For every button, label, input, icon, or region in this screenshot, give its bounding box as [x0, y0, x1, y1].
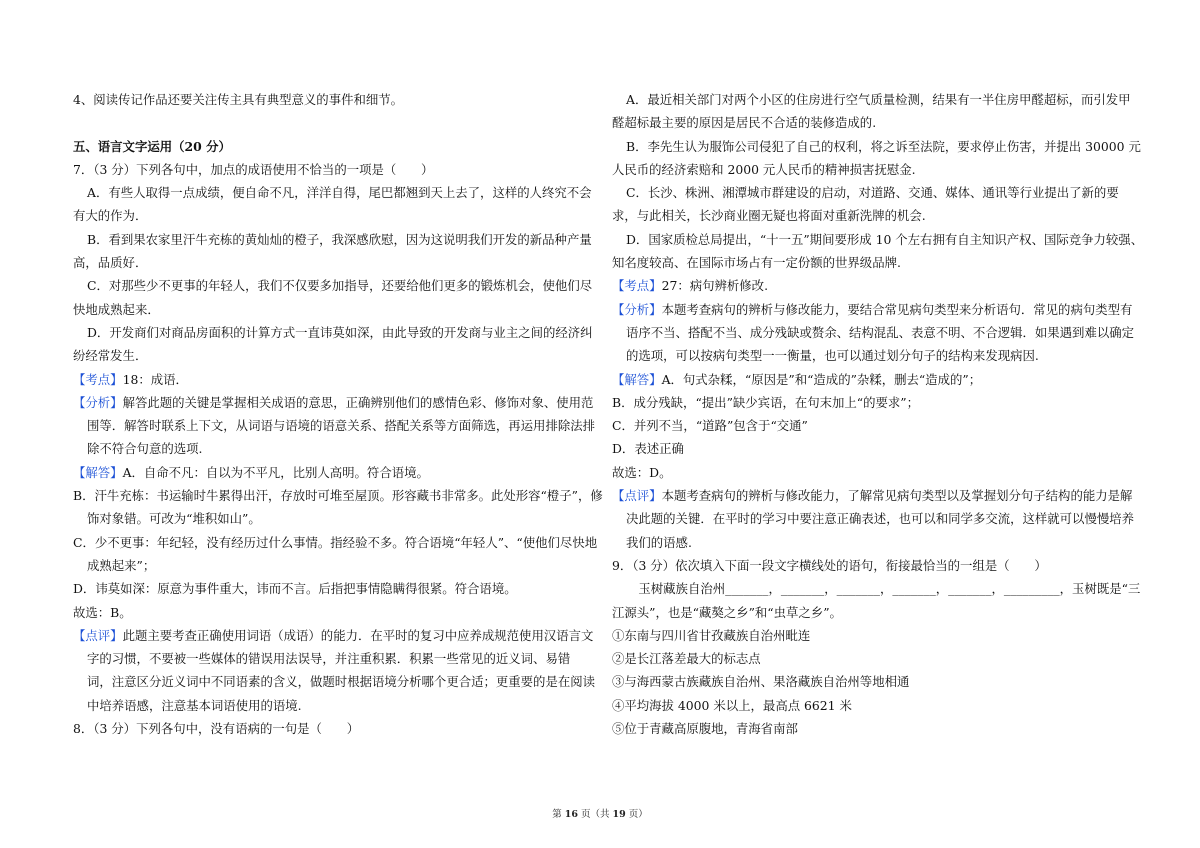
line-text: A．自命不凡：自以为不平凡，比别人高明。符合语境。 — [122, 464, 429, 480]
right-text-line — [612, 111, 1132, 134]
left-text-line — [73, 111, 573, 134]
footer-suffix: 页） — [625, 809, 648, 820]
line-text: A．有些人取得一点成绩，便自命不凡，洋洋自得，尾巴都翘到天上去了，这样的人终究不会 — [87, 185, 592, 201]
left-text-line — [73, 624, 594, 647]
line-text: 五、语言文字运用（20 分） — [73, 138, 231, 154]
left-text-line — [73, 158, 573, 181]
right-text-line — [612, 344, 1132, 367]
right-text-line — [612, 321, 1135, 344]
right-column — [612, 88, 1144, 740]
section-tag-label: 【考点】 — [612, 278, 662, 294]
line-text: 饰对象错。可改为“堆积如山”。 — [87, 511, 261, 527]
line-text: C．对那些少不更事的年轻人，我们不仅要多加指导，还要给他们更多的锻炼机会，使他们尽 — [87, 278, 593, 294]
right-text-line — [612, 135, 1141, 158]
line-text: D．国家质检总局提出，“十一五”期间要形成 10 个左右拥有自主知识产权、国际竞争力较强、 — [626, 231, 1144, 247]
line-text: 玉树藏族自治州_______，_______，_______，_______，_______，_________，玉树既是“三 — [626, 581, 1141, 597]
right-text-line — [612, 647, 1132, 670]
line-text: D．开发商们对商品房面积的计算方式一直讳莫如深，由此导致的开发商与业主之间的经济纠 — [87, 324, 593, 340]
section-tag-label: 【解答】 — [612, 371, 662, 387]
right-text-line — [612, 298, 1132, 321]
line-text: B．看到果农家里汗牛充栋的黄灿灿的橙子，我深感欣慰，因为这说明我们开发的新品种产量 — [87, 231, 592, 247]
left-text-line — [73, 717, 573, 740]
line-text: 故选：B。 — [73, 604, 132, 620]
right-text-line — [612, 694, 1132, 717]
line-text: 中培养语感，注意基本词语使用的语境. — [87, 697, 302, 713]
line-text: 成熟起来”； — [87, 557, 156, 573]
line-text: ①东南与四川省甘孜藏族自治州毗连 — [612, 627, 811, 643]
right-text-line — [612, 414, 1132, 437]
left-text-line — [73, 251, 573, 274]
left-text-line — [73, 694, 573, 717]
left-text-line — [73, 484, 603, 507]
line-text: A．句式杂糅，“原因是”和“造成的”杂糅，删去“造成的”； — [661, 371, 982, 387]
line-text: 纷经常发生． — [73, 348, 148, 364]
line-text: B．李先生认为服饰公司侵犯了自己的权利，将之诉至法院，要求停止伤害，并提出 30000 元 — [626, 138, 1141, 154]
footer-total-pages: 19 — [612, 809, 626, 820]
right-text-line — [612, 88, 1132, 111]
line-text: 决此题的关键．在平时的学习中要注意正确表述，也可以和同学多交流，这样就可以慢慢培养 — [626, 511, 1135, 527]
left-text-line — [73, 437, 573, 460]
line-text: 语序不当、搭配不当、成分残缺或赘余、结构混乱、表意不明、不合逻辑．如果遇到难以确定 — [626, 324, 1135, 340]
section-tag-label: 【点评】 — [73, 627, 123, 643]
line-text: 醛超标最主要的原因是居民不合适的装修造成的. — [612, 115, 877, 131]
line-text: 有大的作为． — [73, 208, 148, 224]
left-text-line — [73, 577, 573, 600]
left-text-line — [73, 274, 593, 297]
line-text: ③与海西蒙古族藏族自治州、果洛藏族自治州等地相通 — [612, 674, 910, 690]
line-text: 本题考查病句的辨析与修改能力，了解常见病句类型以及掌握划分句子结构的能力是解 — [661, 488, 1133, 504]
line-text: ⑤位于青藏高原腹地，青海省南部 — [612, 721, 798, 737]
left-text-line — [73, 554, 573, 577]
right-text-line — [612, 554, 1132, 577]
right-text-line — [612, 624, 1132, 647]
left-text-line — [73, 321, 593, 344]
line-text: 4、阅读传记作品还要关注传主具有典型意义的事件和细节。 — [73, 92, 404, 107]
footer-prefix: 第 — [552, 809, 565, 820]
right-text-line — [612, 391, 1132, 414]
line-text: 快地成熟起来． — [73, 301, 160, 317]
right-text-line — [612, 274, 1132, 297]
line-text: 我们的语感. — [626, 534, 692, 550]
right-text-line — [612, 531, 1132, 554]
left-text-line — [73, 344, 573, 367]
right-text-line — [612, 158, 1132, 181]
line-text: 9．（3 分）依次填入下面一段文字横线处的语句，衔接最恰当的一组是（ ） — [612, 557, 1047, 573]
footer-middle: 页（共 — [577, 809, 613, 820]
left-column — [73, 88, 603, 740]
line-text: C．少不更事：年纪轻，没有经历过什么事情。指经验不多。符合语境“年轻人”、“使他们尽快地 — [73, 534, 598, 550]
section-tag-label: 【分析】 — [73, 394, 123, 410]
line-text: 故选：D。 — [612, 464, 672, 480]
line-text: 解答此题的关键是掌握相关成语的意思，正确辨别他们的感情色彩、修饰对象、使用范 — [122, 394, 594, 410]
line-text: 8．（3 分）下列各句中，没有语病的一句是（ ） — [73, 721, 360, 737]
left-text-line — [73, 647, 573, 670]
right-text-line — [612, 577, 1141, 600]
left-text-line — [73, 507, 573, 530]
left-text-line — [73, 88, 573, 111]
line-text: D．表述正确 — [612, 441, 684, 457]
line-text: 除不符合句意的选项. — [87, 441, 203, 457]
footer-page-number: 16 — [564, 809, 578, 820]
left-text-line — [73, 204, 573, 227]
left-text-line — [73, 670, 596, 693]
line-text: 词，注意区分近义词中不同语素的含义，做题时根据语境分析哪个更合适；更重要的是在阅读 — [87, 674, 596, 690]
right-text-line — [612, 461, 1132, 484]
right-text-line — [612, 670, 1132, 693]
left-text-line — [73, 414, 596, 437]
left-text-line — [73, 531, 598, 554]
section-tag-label: 【分析】 — [612, 301, 662, 317]
line-text: 江源头”，也是“藏獒之乡”和“虫草之乡”。 — [612, 604, 842, 620]
right-text-line — [612, 181, 1132, 204]
line-text: 7．（3 分）下列各句中，加点的成语使用不恰当的一项是（ ） — [73, 161, 434, 177]
line-text: D．讳莫如深：原意为事件重大，讳而不言。后指把事情隐瞒得很紧。符合语境。 — [73, 581, 517, 597]
line-text: 字的习惯，不要被一些媒体的错误用法误导，并注重积累．积累一些常见的近义词、易错 — [87, 651, 571, 667]
line-text: 27：病句辨析修改. — [661, 278, 769, 294]
left-text-line — [73, 391, 594, 414]
line-text: 知名度较高、在国际市场占有一定份额的世界级品牌. — [612, 255, 901, 271]
right-text-line — [612, 437, 1132, 460]
right-text-line — [612, 368, 1132, 391]
section-tag-label: 【考点】 — [73, 371, 123, 387]
line-text: 此题主要考查正确使用词语（成语）的能力．在平时的复习中应养成规范使用汉语言文 — [122, 627, 594, 643]
line-text: B．汗牛充栋：书运输时牛累得出汗，存放时可堆至屋顶。形容藏书非常多。此处形容“橙子”，修 — [73, 488, 603, 504]
right-text-line — [612, 601, 1132, 624]
right-text-line — [612, 507, 1135, 530]
line-text: 的选项，可以按病句类型一一衡量，也可以通过划分句子的结构来发现病因. — [626, 348, 1039, 364]
right-text-line — [612, 717, 1132, 740]
left-text-line — [73, 601, 573, 624]
left-text-line — [73, 368, 573, 391]
page-footer — [0, 806, 1200, 820]
line-text: 高，品质好． — [73, 255, 148, 271]
right-text-line — [612, 204, 1132, 227]
line-text: C．并列不当，“道路”包含于“交通” — [612, 418, 808, 434]
line-text: 本题考查病句的辨析与修改能力，要结合常见病句类型来分析语句．常见的病句类型有 — [661, 301, 1133, 317]
line-text: B．成分残缺，“提出”缺少宾语，在句末加上“的要求”； — [612, 394, 920, 410]
left-text-line — [73, 181, 592, 204]
left-text-line — [73, 298, 573, 321]
right-text-line — [612, 484, 1132, 507]
line-text: C．长沙、株洲、湘潭城市群建设的启动，对道路、交通、媒体、通讯等行业提出了新的要 — [626, 185, 1119, 201]
left-text-line — [73, 461, 573, 484]
line-text: 围等．解答时联系上下文，从词语与语境的语意关系、搭配关系等方面筛选，再运用排除法排 — [87, 418, 596, 434]
line-text: 求，与此相关，长沙商业圈无疑也将面对重新洗牌的机会. — [612, 208, 926, 224]
right-text-line — [612, 228, 1144, 251]
line-text: 人民币的经济索赔和 2000 元人民币的精神损害抚慰金. — [612, 161, 916, 177]
line-text: ④平均海拔 4000 米以上，最高点 6621 米 — [612, 697, 852, 713]
section-tag-label: 【解答】 — [73, 464, 123, 480]
right-text-line — [612, 251, 1132, 274]
line-text: ②是长江落差最大的标志点 — [612, 651, 761, 667]
line-text: A．最近相关部门对两个小区的住房进行空气质量检测，结果有一半住房甲醛超标，而引发甲 — [626, 92, 1131, 107]
left-text-line — [73, 135, 573, 158]
section-tag-label: 【点评】 — [612, 488, 662, 504]
line-text: 18：成语． — [122, 371, 188, 387]
left-text-line — [73, 228, 592, 251]
